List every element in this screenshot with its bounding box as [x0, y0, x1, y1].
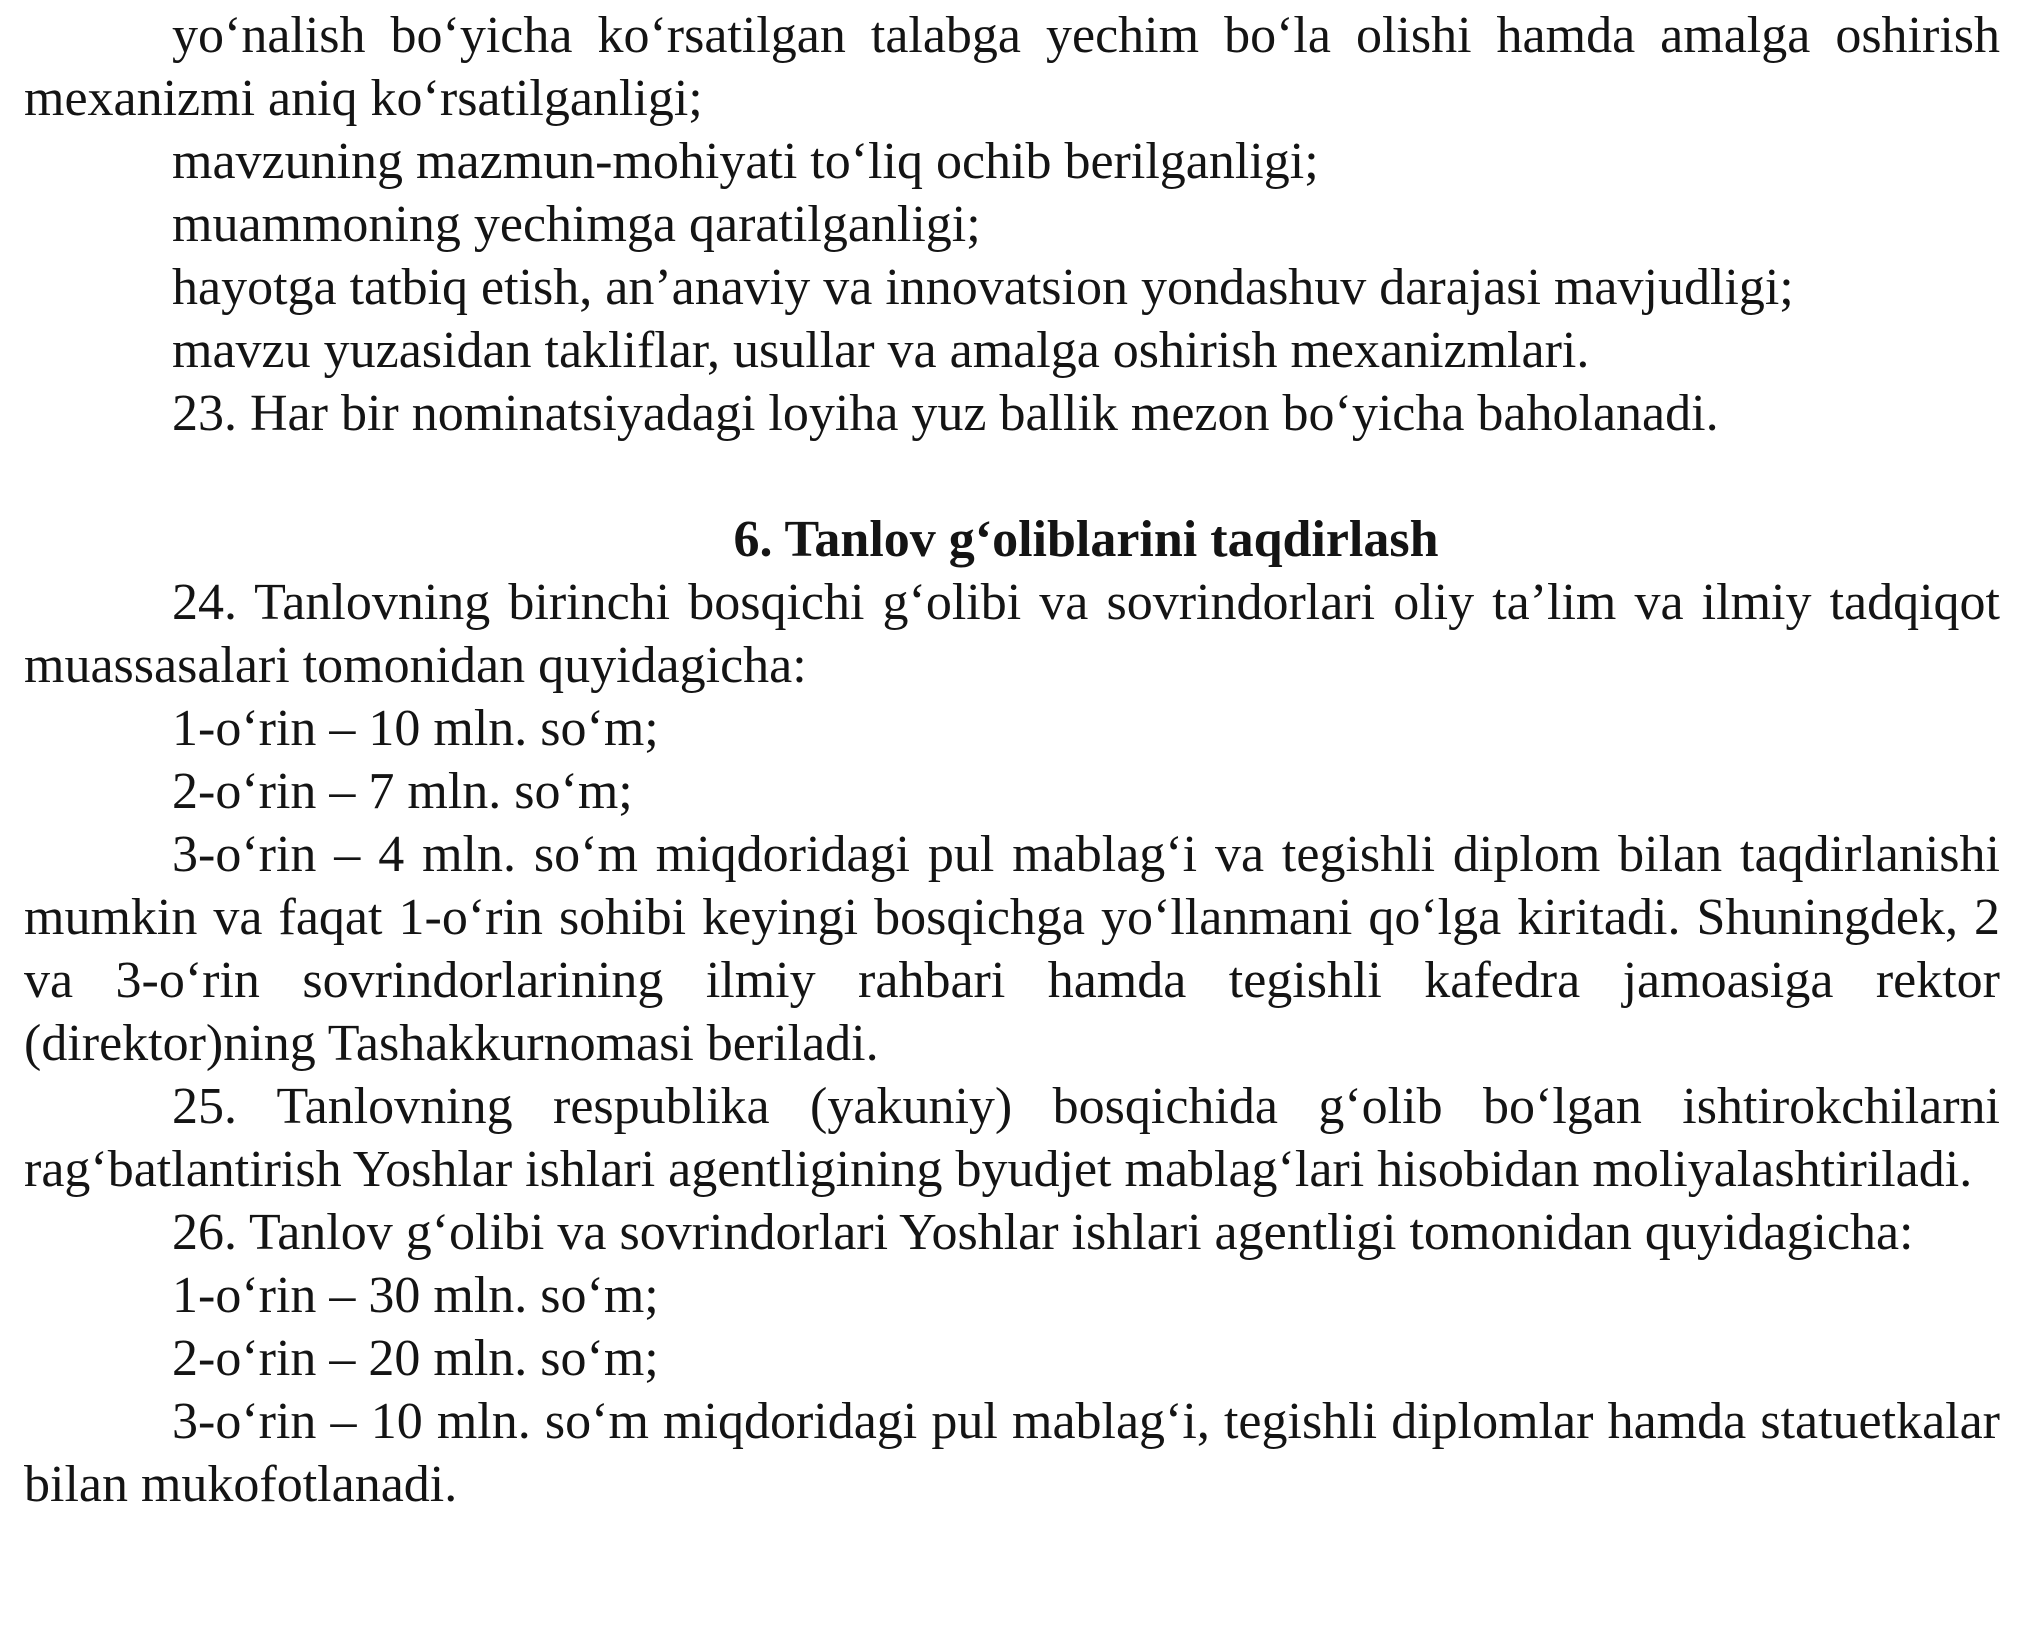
prize-second-place-stage1: 2-o‘rin – 7 mln. so‘m; — [172, 763, 633, 820]
section-heading: 6. Tanlov g‘oliblarini taqdirlash — [733, 511, 1439, 568]
prize-first-place-stage1: 1-o‘rin – 10 mln. so‘m; — [172, 700, 659, 757]
prize-third-place-stage1: 3-o‘rin – 4 mln. so‘m miqdoridagi pul mablag‘i va tegishli diplom bilan taqdirlanishi mumkin va faqat 1-o‘rin sohibi keyingi bosqichga yo‘llanmani qo‘lga kiritadi. Shuningdek, 2 va 3-o‘rin sovrindorlarining ilmiy rahbari hamda tegishli kafedra jamoasiga rektor (direktor)ning Tashakkurnomasi beriladi. — [24, 826, 2000, 1072]
paragraph-proposals: mavzu yuzasidan takliflar, usullar va amalga oshirish mexanizmlari. — [172, 322, 1590, 379]
prize-first-place-final: 1-o‘rin – 30 mln. so‘m; — [172, 1267, 659, 1324]
prize-second-place-final: 2-o‘rin – 20 mln. so‘m; — [172, 1330, 659, 1387]
document-page — [24, 4, 2000, 1516]
paragraph-item-25: 25. Tanlovning respublika (yakuniy) bosqichida g‘olib bo‘lgan ishtirokchilarni rag‘batlantirish Yoshlar ishlari agentligining byudjet mablag‘lari hisobidan moliyalashtiriladi. — [24, 1078, 2000, 1198]
paragraph-innovation-level: hayotga tatbiq etish, an’anaviy va innovatsion yondashuv darajasi mavjudligi; — [172, 259, 1794, 316]
paragraph-topic-essence: mavzuning mazmun-mohiyati to‘liq ochib berilganligi; — [172, 133, 1319, 190]
paragraph-item-24: 24. Tanlovning birinchi bosqichi g‘olibi va sovrindorlari oliy ta’lim va ilmiy tadqiqot muassasalari tomonidan quyidagicha: — [24, 574, 2000, 694]
paragraph-item-26: 26. Tanlov g‘olibi va sovrindorlari Yoshlar ishlari agentligi tomonidan quyidagicha: — [172, 1204, 1914, 1261]
section-spacer — [24, 445, 2000, 508]
paragraph-item-23: 23. Har bir nominatsiyadagi loyiha yuz ballik mezon bo‘yicha baholanadi. — [172, 385, 1719, 442]
paragraph-problem-solution: muammoning yechimga qaratilganligi; — [172, 196, 981, 253]
paragraph-requirement-solution: yo‘nalish bo‘yicha ko‘rsatilgan talabga yechim bo‘la olishi hamda amalga oshirish mexanizmi aniq ko‘rsatilganligi; — [24, 7, 2000, 127]
prize-third-place-final: 3-o‘rin – 10 mln. so‘m miqdoridagi pul mablag‘i, tegishli diplomlar hamda statuetkalar bilan mukofotlanadi. — [24, 1393, 2000, 1513]
